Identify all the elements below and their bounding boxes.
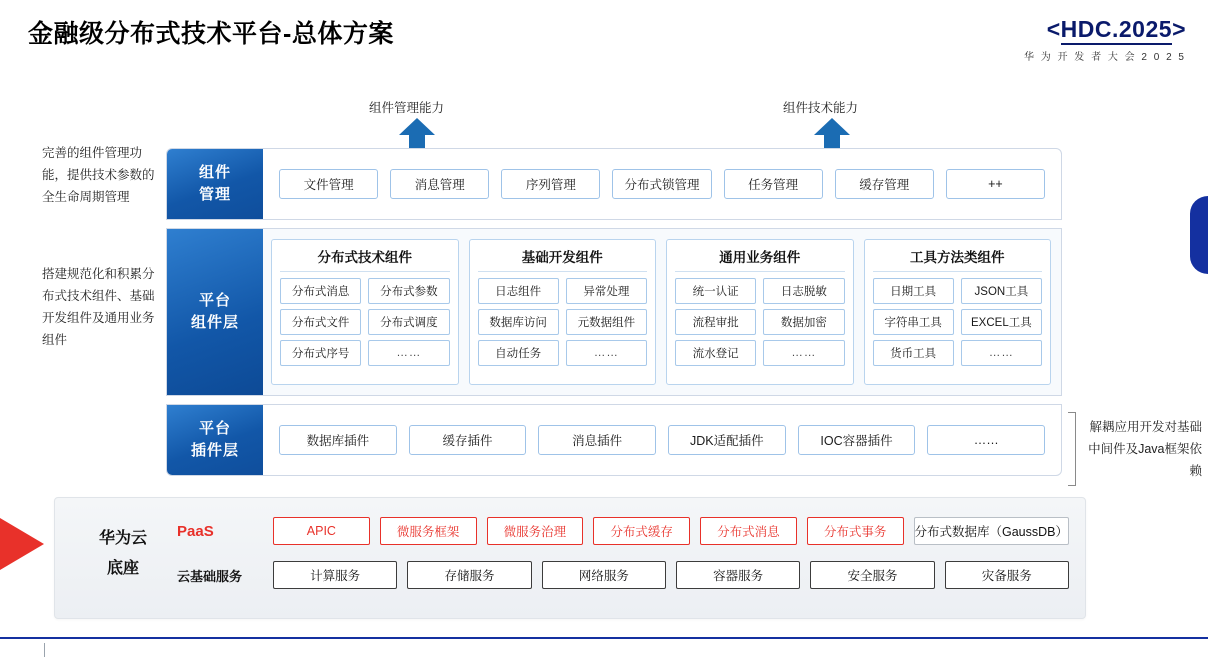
component-item[interactable]: 消息管理: [390, 169, 489, 199]
left-triangle-decoration: [0, 518, 44, 570]
group-title: 分布式技术组件: [280, 246, 450, 272]
group-cell[interactable]: 分布式调度: [368, 309, 449, 335]
plugin-item[interactable]: IOC容器插件: [798, 425, 916, 455]
component-item[interactable]: 缓存管理: [835, 169, 934, 199]
infra-label: 云基础服务: [177, 568, 243, 584]
infra-item[interactable]: 存储服务: [407, 561, 531, 589]
right-bracket: [1068, 412, 1076, 486]
hdc-bracket-left: <: [1046, 16, 1061, 42]
layer-label-line1: 平台: [198, 420, 231, 437]
plugin-item[interactable]: 消息插件: [538, 425, 656, 455]
component-management-items: [263, 149, 1061, 219]
caption-component-management-capability: 组件管理能力: [369, 101, 445, 115]
base-title: [77, 524, 169, 584]
hdc-logo-subtitle: 华 为 开 发 者 大 会 2 0 2 5: [1023, 52, 1186, 63]
layer-label-line2: 组件层: [190, 314, 239, 331]
layer-label-platform-components: [167, 229, 263, 395]
layer-plugin: [166, 404, 1062, 476]
layer-label-plugin: [167, 405, 263, 475]
paas-label: PaaS: [177, 522, 214, 540]
platform-component-groups: [271, 239, 1051, 385]
hdc-logo-text: HDC.2025: [1061, 16, 1172, 45]
group-cell-more[interactable]: ……: [368, 340, 449, 366]
huawei-cloud-base: [54, 497, 1086, 619]
component-item[interactable]: 文件管理: [279, 169, 378, 199]
paas-row: [177, 514, 1069, 548]
layer-platform-components: [166, 228, 1062, 396]
group-cells: [873, 278, 1043, 366]
hdc-bracket-right: >: [1172, 16, 1186, 42]
bottom-divider: [0, 637, 1208, 639]
group-cells: [675, 278, 845, 366]
group-title: 通用业务组件: [675, 246, 845, 272]
layer-label-line2: 管理: [198, 186, 231, 203]
annotation-component-management: 完善的组件管理功能，提供技术参数的全生命周期管理: [42, 146, 155, 204]
hdc-logo: [1024, 16, 1186, 63]
group-cell[interactable]: 字符串工具: [873, 309, 954, 335]
plugin-item-more[interactable]: ……: [927, 425, 1045, 455]
group-cell[interactable]: 流程审批: [675, 309, 756, 335]
paas-item[interactable]: 微服务框架: [380, 517, 477, 545]
infra-item[interactable]: 计算服务: [273, 561, 397, 589]
group-title: 基础开发组件: [478, 246, 648, 272]
base-title-line2: 底座: [106, 560, 139, 577]
group-cell[interactable]: 日志组件: [478, 278, 559, 304]
group-cell-more[interactable]: ……: [763, 340, 844, 366]
group-cell[interactable]: 分布式消息: [280, 278, 361, 304]
infra-item[interactable]: 安全服务: [810, 561, 934, 589]
component-group: [271, 239, 459, 385]
group-cell[interactable]: 日志脱敏: [763, 278, 844, 304]
hdc-logo-main: [1024, 16, 1186, 45]
layer-label-line1: 组件: [198, 164, 231, 181]
base-title-line1: 华为云: [98, 530, 147, 547]
group-cell[interactable]: 统一认证: [675, 278, 756, 304]
group-cell-more[interactable]: ……: [566, 340, 647, 366]
component-item[interactable]: 分布式锁管理: [612, 169, 711, 199]
plugin-item[interactable]: 数据库插件: [279, 425, 397, 455]
infra-item[interactable]: 灾备服务: [945, 561, 1069, 589]
group-cell[interactable]: 元数据组件: [566, 309, 647, 335]
right-edge-decoration: [1190, 196, 1208, 274]
group-cell[interactable]: 日期工具: [873, 278, 954, 304]
annotation-platform-components: 搭建规范化和积累分布式技术组件、基础开发组件及通用业务组件: [42, 267, 155, 347]
layer-component-management: [166, 148, 1062, 220]
layer-label-line1: 平台: [198, 292, 231, 309]
group-cell[interactable]: 分布式参数: [368, 278, 449, 304]
infra-row: [177, 558, 1069, 592]
plugin-item[interactable]: JDK适配插件: [668, 425, 786, 455]
group-cell[interactable]: EXCEL工具: [961, 309, 1042, 335]
annotation-plugin-layer: 解耦应用开发对基础中间件及Java框架依赖: [1088, 420, 1202, 478]
group-cell[interactable]: 货币工具: [873, 340, 954, 366]
infra-item[interactable]: 网络服务: [542, 561, 666, 589]
group-cell[interactable]: JSON工具: [961, 278, 1042, 304]
paas-item[interactable]: 分布式事务: [807, 517, 904, 545]
group-cell[interactable]: 分布式文件: [280, 309, 361, 335]
paas-item[interactable]: APIC: [273, 517, 370, 545]
group-cells: [280, 278, 450, 366]
paas-item[interactable]: 分布式消息: [700, 517, 797, 545]
plugin-layer-items: [263, 405, 1061, 475]
component-item[interactable]: 任务管理: [724, 169, 823, 199]
paas-item-database[interactable]: 分布式数据库（GaussDB）: [914, 517, 1070, 545]
plugin-item[interactable]: 缓存插件: [409, 425, 527, 455]
group-cell[interactable]: 数据库访问: [478, 309, 559, 335]
component-item[interactable]: ++: [946, 169, 1045, 199]
component-group: [864, 239, 1052, 385]
group-cell[interactable]: 数据加密: [763, 309, 844, 335]
group-cell-more[interactable]: ……: [961, 340, 1042, 366]
component-group: [469, 239, 657, 385]
group-cell[interactable]: 流水登记: [675, 340, 756, 366]
layer-label-component-management: [167, 149, 263, 219]
group-cell[interactable]: 自动任务: [478, 340, 559, 366]
bottom-tick-mark: [44, 643, 52, 657]
base-rows: [177, 514, 1069, 604]
infra-item[interactable]: 容器服务: [676, 561, 800, 589]
component-item[interactable]: 序列管理: [501, 169, 600, 199]
group-cells: [478, 278, 648, 366]
group-title: 工具方法类组件: [873, 246, 1043, 272]
caption-component-technical-capability: 组件技术能力: [783, 101, 859, 115]
group-cell[interactable]: 分布式序号: [280, 340, 361, 366]
layer-label-line2: 插件层: [190, 442, 239, 459]
group-cell[interactable]: 异常处理: [566, 278, 647, 304]
page-title: 金融级分布式技术平台-总体方案: [28, 20, 394, 48]
component-group: [666, 239, 854, 385]
paas-item[interactable]: 微服务治理: [487, 517, 584, 545]
paas-item[interactable]: 分布式缓存: [593, 517, 690, 545]
